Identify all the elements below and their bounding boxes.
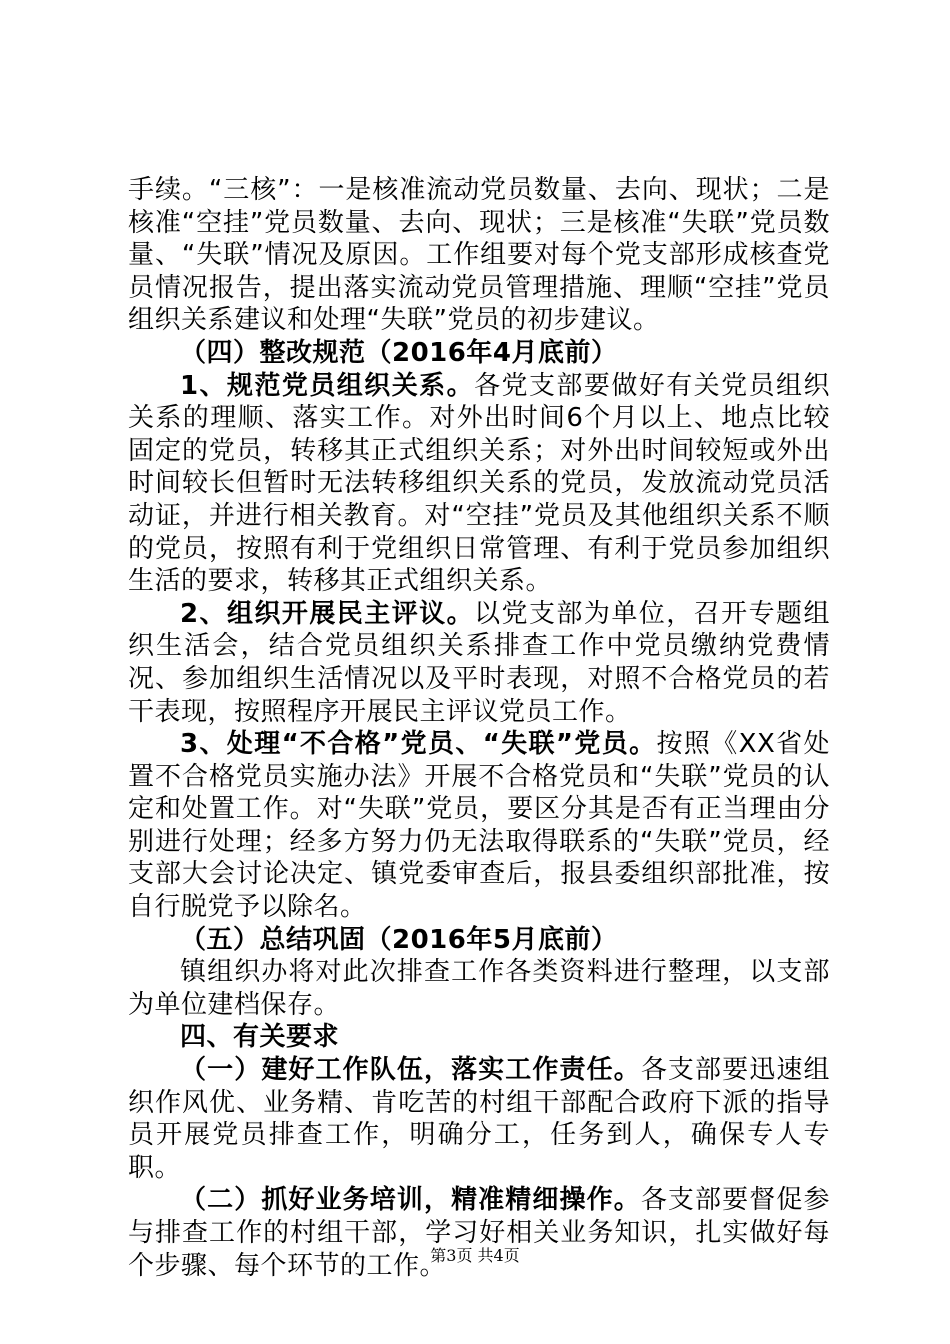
paragraph-section-5: 镇组织办将对此次排查工作各类资料进行整理，以支部为单位建档保存。 (128, 957, 830, 1020)
paragraph-item-3 (128, 728, 830, 924)
requirement-2-title: （二）抓好业务培训，精准精细操作。 (180, 1185, 641, 1216)
heading-requirements: 四、有关要求 (180, 1022, 340, 1053)
item-2-text: 以党支部为单位，召开专题组织生活会，结合党员组织关系排查工作中党员缴纳党费情况、参加组织生活情况以及平时表现，对照不合格党员的若干表现，按照程序开展民主评议党员工作。 (128, 598, 830, 727)
paragraph-item-2 (128, 598, 830, 728)
paragraph-sanhe: 手续。“三核”：一是核准流动党员数量、去向、现状；二是核准“空挂”党员数量、去向、现状；三是核准“失联”党员数量、“失联”情况及原因。工作组要对每个党支部形成核查党员情况报告，提出落实流动党员管理措施、理顺“空挂”党员组织关系建议和处理“失联”党员的初步建议。 (128, 175, 830, 336)
paragraph-requirement-1 (128, 1054, 830, 1184)
requirement-2-text: 各支部要督促参与排查工作的村组干部，学习好相关业务知识，扎实做好每个步骤、每个环节的工作。 (128, 1185, 830, 1281)
item-3-title: 3、处理“不合格”党员、“失联”党员。 (180, 729, 657, 760)
heading-section-4: （四）整改规范（2016年4月底前） (180, 337, 618, 368)
item-1-text: 各党支部要做好有关党员组织关系的理顺、落实工作。对外出时间6个月以上、地点比较固定的党员，转移其正式组织关系；对外出时间较短或外出时间较长但暂时无法转移组织关系的党员，发放流动党员活动证，并进行相关教育。对“空挂”党员及其他组织关系不顺的党员，按照有利于党组织日常管理、有利于党员参加组织生活的要求，转移其正式组织关系。 (128, 370, 830, 597)
document-body (128, 174, 830, 1282)
item-3-text: 按照《XX省处置不合格党员实施办法》开展不合格党员和“失联”党员的认定和处置工作。对“失联”党员，要区分其是否有正当理由分别进行处理；经多方努力仍无法取得联系的“失联”党员，经支部大会讨论决定、镇党委审查后，报县委组织部批准，按自行脱党予以除名。 (128, 729, 830, 923)
item-2-title: 2、组织开展民主评议。 (180, 598, 475, 629)
paragraph-requirement-2 (128, 1184, 830, 1282)
page-number-footer: 第3页 共4页 (430, 1246, 520, 1265)
requirement-1-text: 各支部要迅速组织作风优、业务精、肯吃苦的村组干部配合政府下派的指导员开展党员排查工作，明确分工，任务到人，确保专人专职。 (128, 1055, 830, 1183)
paragraph-item-1 (128, 370, 830, 598)
heading-section-5: （五）总结巩固（2016年5月底前） (180, 924, 618, 955)
item-1-title: 1、规范党员组织关系。 (180, 370, 475, 401)
requirement-1-title: （一）建好工作队伍，落实工作责任。 (180, 1055, 641, 1086)
